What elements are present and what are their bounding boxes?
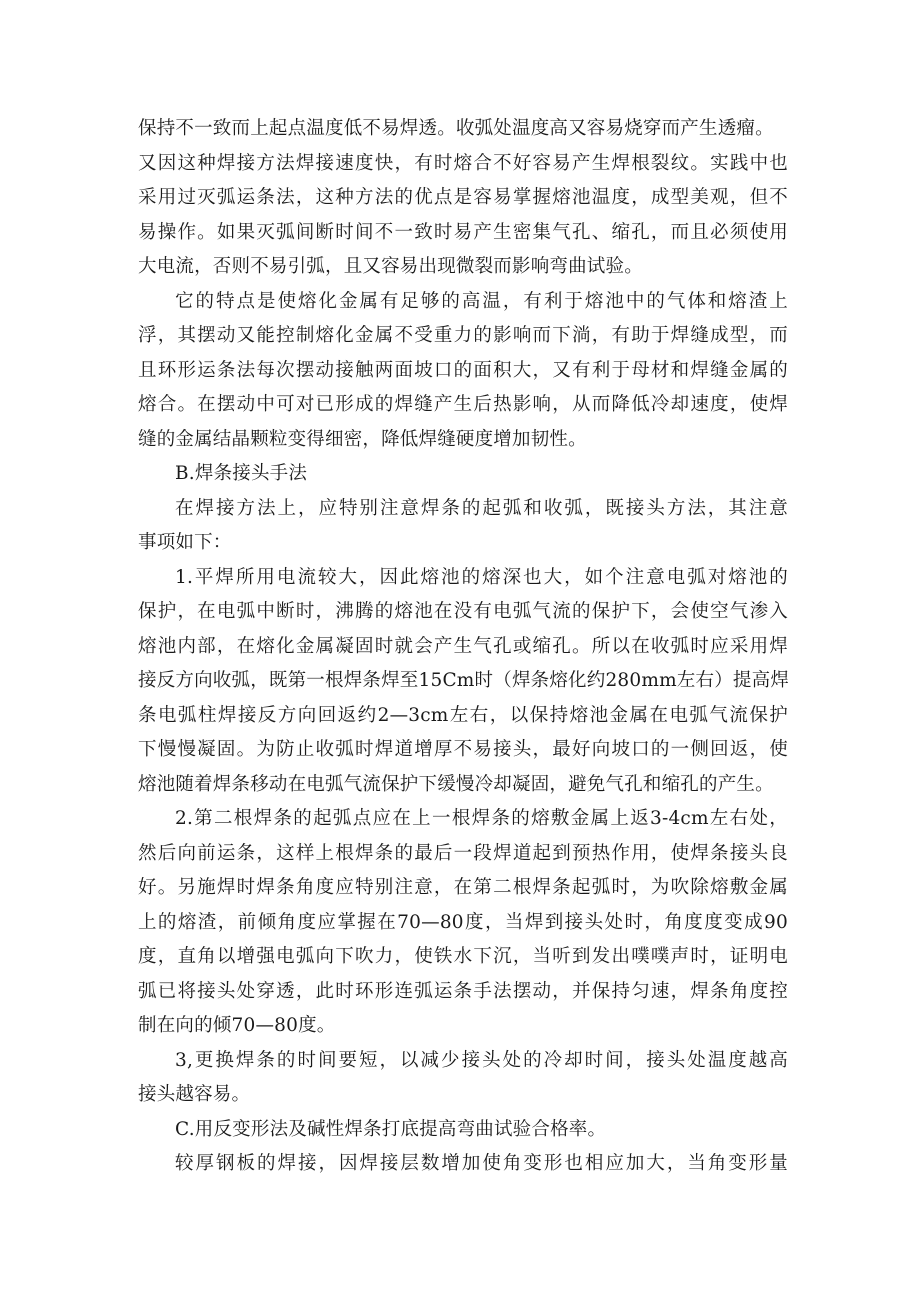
- text-line: 缝的金属结晶颗粒变得细密，降低焊缝硬度增加韧性。: [138, 428, 587, 450]
- text-line: 采用过灭弧运条法，这种方法的优点是容易掌握熔池温度，成型美观，但不: [138, 187, 788, 208]
- text-line: 条电弧柱焊接反方向回返约2—3cm左右，以保持熔池金属在电弧气流保护: [138, 704, 788, 726]
- text-line: 熔池内部，在熔化金属凝固时就会产生气孔或缩孔。所以在收弧时应采用焊: [138, 635, 788, 657]
- text-line: 接头越容易。: [138, 1084, 251, 1105]
- text-line: 下慢慢凝固。为防止收弧时焊道增厚不易接头，最好向坡口的一侧回返，使: [138, 739, 788, 760]
- text-line: 上的熔渣，前倾角度应掌握在70—80度，当焊到接头处时，角度度变成90: [138, 911, 788, 933]
- text-line: 易操作。如果灭弧间断时间不一致时易产生密集气孔、缩孔，而且必须使用: [138, 221, 788, 243]
- text-line: 弧已将接头处穿透，此时环形连弧运条手法摆动，并保持匀速，焊条角度控: [138, 980, 788, 1002]
- section-heading: C.用反变形法及碱性焊条打底提高弯曲试验合格率。: [175, 1118, 607, 1140]
- text-line: 它的特点是使熔化金属有足够的高温，有利于熔池中的气体和熔渣上: [175, 290, 788, 312]
- text-line: 保护，在电弧中断时，沸腾的熔池在没有电弧气流的保护下，会使空气渗入: [138, 601, 788, 622]
- text-line: 1.平焊所用电流较大，因此熔池的熔深也大，如个注意电弧对熔池的: [175, 566, 788, 588]
- text-line: 熔池随着焊条移动在电弧气流保护下缓慢冷却凝固，避免气孔和缩孔的产生。: [138, 773, 774, 795]
- document-page: [138, 112, 788, 1182]
- text-line: 较厚钢板的焊接，因焊接层数增加使角变形也相应加大，当角变形量: [175, 1153, 788, 1174]
- text-line: 在焊接方法上，应特别注意焊条的起弧和收弧，既接头方法，其注意: [175, 497, 788, 519]
- text-line: 大电流，否则不易引弧，且又容易出现微裂而影响弯曲试验。: [138, 256, 643, 277]
- text-line: 然后向前运条，这样上根焊条的最后一段焊道起到预热作用，使焊条接头良: [138, 842, 788, 864]
- text-line: 接反方向收弧，既第一根焊条焊至15Cm时（焊条熔化约280mm左右）提高焊: [138, 670, 790, 691]
- section-heading: B.焊条接头手法: [175, 463, 308, 484]
- text-line: 2.第二根焊条的起弧点应在上一根焊条的熔敷金属上返3-4cm左右处，: [175, 808, 788, 829]
- text-line: 保持不一致而上起点温度低不易焊透。收弧处温度高又容易烧穿而产生透瘤。: [138, 118, 774, 139]
- text-line: 3,更换焊条的时间要短，以减少接头处的冷却时间，接头处温度越高: [175, 1049, 788, 1071]
- text-line: 好。另施焊时焊条角度应特别注意，在第二根焊条起弧时，为吹除熔敷金属: [138, 877, 788, 898]
- text-line: 又因这种焊接方法焊接速度快，有时熔合不好容易产生焊根裂纹。实践中也: [138, 152, 788, 174]
- text-line: 制在向的倾70—80度。: [138, 1015, 336, 1036]
- text-line: 熔合。在摆动中可对已形成的焊缝产生后热影响，从而降低冷却速度，使焊: [138, 394, 788, 415]
- text-line: 事项如下：: [138, 532, 232, 553]
- text-line: 浮，其摆动又能控制熔化金属不受重力的影响而下淌，有助于焊缝成型，而: [138, 325, 788, 346]
- text-line: 且环形运条法每次摆动接触两面坡口的面积大，又有利于母材和焊缝金属的: [138, 359, 788, 381]
- text-line: 度，直角以增强电弧向下吹力，使铁水下沉，当听到发出噗噗声时，证明电: [138, 946, 788, 967]
